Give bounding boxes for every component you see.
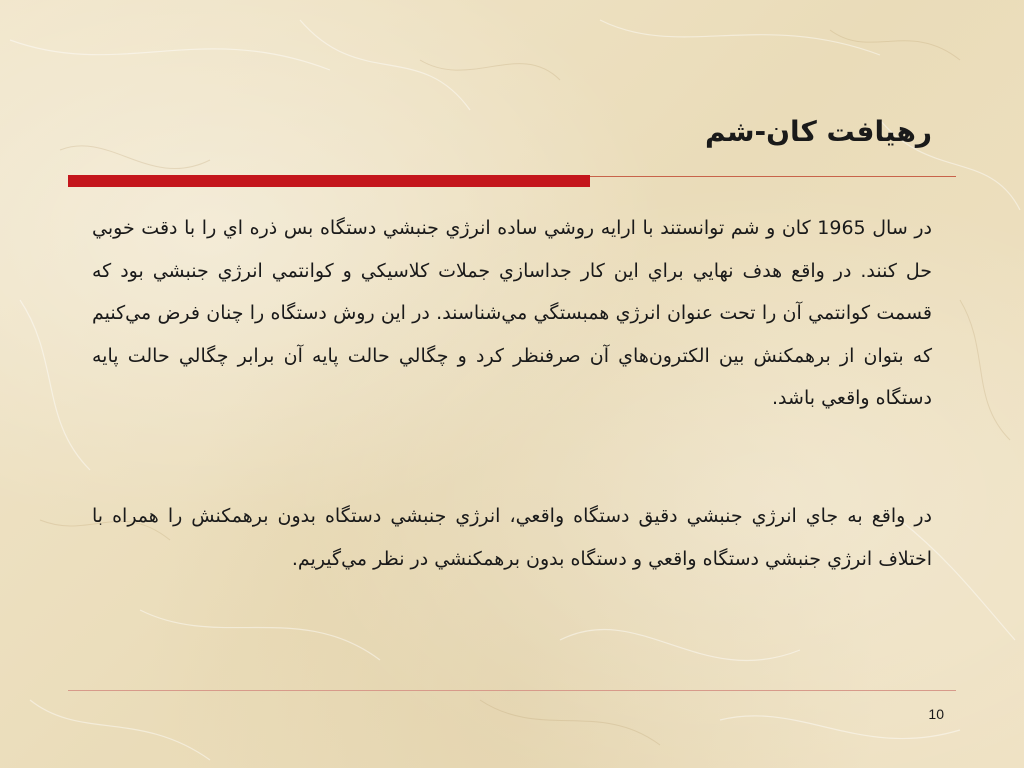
footer-divider [68, 690, 956, 691]
paragraph-1: در سال 1965 کان و شم توانستند با ارايه روشي ساده انرژي جنبشي دستگاه بس ذره اي را با دقت خوبي حل کنند. در واقع هدف نهايي براي اين کار جداسازي جملات کلاسيکي و کوانتمي انرژي جنبشي بود که قسمت کوانتمي آن را تحت عنوان انرژي همبستگي مي‌شناسند. در اين روش دستگاه را چنان فرض مي‌کنيم که بتوان از برهمکنش بين الکترون‌هاي آن صرفنظر کرد و چگالي حالت پايه آن برابر چگالي حالت پايه دستگاه واقعي باشد. [92, 217, 933, 409]
title-accent-bar [68, 175, 590, 187]
paragraph-2: در واقع به جاي انرژي جنبشي دقيق دستگاه واقعي، انرژي جنبشي دستگاه بدون برهمکنش را همراه با اختلاف انرژي جنبشي دستگاه واقعي و دستگاه بدون برهمکنشي در نظر مي‌گيريم. [92, 505, 932, 570]
page-number: 10 [928, 706, 944, 722]
slide-title: رهيافت کان-شم [704, 115, 932, 148]
